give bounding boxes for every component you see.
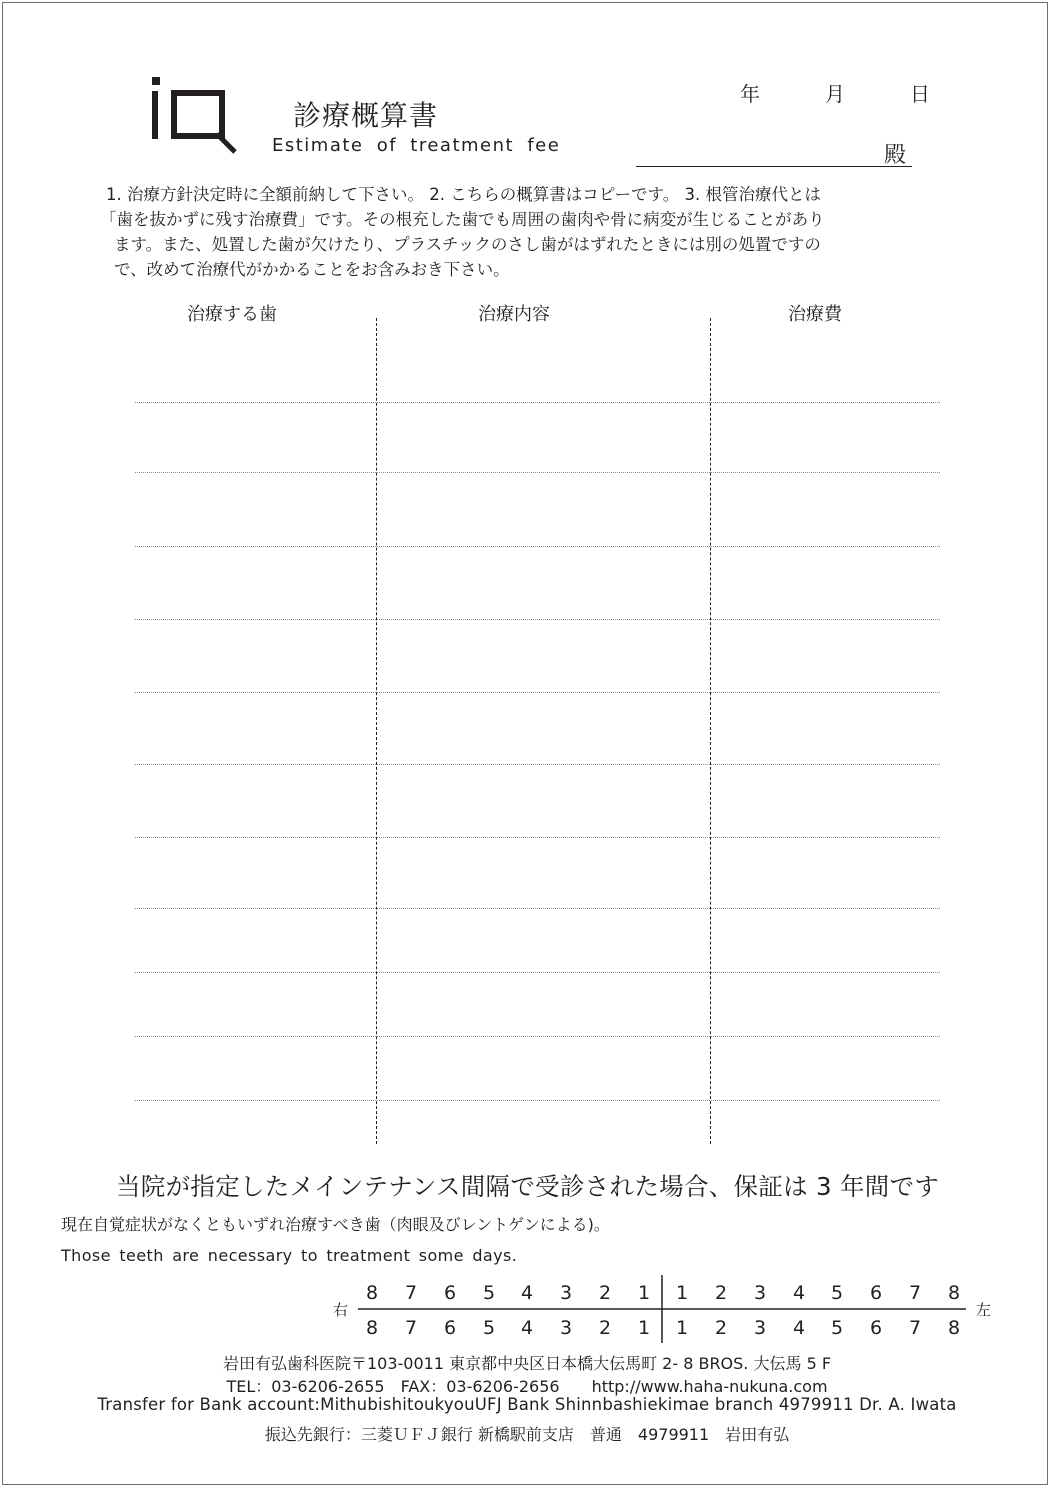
- table-row-line: [135, 1100, 940, 1101]
- tooth-number: 8: [365, 1317, 379, 1339]
- tooth-number: 7: [404, 1317, 418, 1339]
- symptom-note-en: Those teeth are necessary to treatment some days.: [61, 1246, 518, 1265]
- tooth-number: 2: [714, 1282, 728, 1304]
- column-header-treatment: 治療内容: [478, 304, 550, 325]
- tooth-number: 1: [637, 1282, 651, 1304]
- tooth-chart-left-label: 左: [976, 1301, 992, 1319]
- tooth-number: 4: [792, 1282, 806, 1304]
- warranty-statement: 当院が指定したメインテナンス間隔で受診された場合、保証は 3 年間です: [116, 1172, 940, 1201]
- table-row-line: [135, 402, 940, 403]
- tooth-number: 6: [869, 1282, 883, 1304]
- table-row-line: [135, 837, 940, 838]
- tooth-number: 6: [443, 1317, 457, 1339]
- column-header-fee: 治療費: [788, 304, 842, 325]
- tooth-number: 4: [792, 1317, 806, 1339]
- tooth-number: 6: [443, 1282, 457, 1304]
- tooth-number: 7: [908, 1317, 922, 1339]
- tooth-number: 3: [753, 1317, 767, 1339]
- column-divider: [376, 318, 377, 1144]
- table-row-line: [135, 619, 940, 620]
- table-row-line: [135, 472, 940, 473]
- tooth-number: 2: [598, 1282, 612, 1304]
- tooth-number: 5: [482, 1282, 496, 1304]
- clinic-address: 岩田有弘歯科医院〒103-0011 東京都中央区日本橋大伝馬町 2- 8 BROS. 大伝馬 5 F: [222, 1354, 832, 1373]
- column-header-teeth: 治療する歯: [187, 304, 277, 325]
- note-line: 1. 治療方針決定時に全額前納して下さい。 2. こちらの概算書はコピーです。 3. 根管治療代とは: [106, 185, 821, 204]
- table-row-line: [135, 1036, 940, 1037]
- clinic-contact: TEL：03-6206-2655 FAX：03-6206-2656 http://www.haha-nukuna.com: [226, 1377, 828, 1396]
- tooth-number: 8: [947, 1282, 961, 1304]
- tooth-number: 3: [559, 1317, 573, 1339]
- table-row-line: [135, 972, 940, 973]
- table-row-line: [135, 546, 940, 547]
- tooth-chart-right-label: 右: [333, 1301, 349, 1319]
- date-day-label: 日: [910, 82, 930, 106]
- tooth-number: 1: [675, 1282, 689, 1304]
- table-row-line: [135, 908, 940, 909]
- addressee-field[interactable]: [636, 166, 912, 167]
- tooth-number: 4: [520, 1317, 534, 1339]
- note-line: で、改めて治療代がかかることをお含みおき下さい。: [114, 260, 510, 279]
- addressee-honorific: 殿: [884, 143, 907, 168]
- table-row-line: [135, 764, 940, 765]
- tooth-number: 3: [559, 1282, 573, 1304]
- tooth-number: 4: [520, 1282, 534, 1304]
- table-row-line: [135, 692, 940, 693]
- document-subtitle: Estimate of treatment fee: [272, 135, 561, 156]
- tooth-number: 2: [598, 1317, 612, 1339]
- tooth-number: 8: [365, 1282, 379, 1304]
- note-line: ます。また、処置した歯が欠けたり、プラスチックのさし歯がはずれたときには別の処置ですの: [114, 235, 821, 254]
- tooth-number: 5: [830, 1282, 844, 1304]
- tooth-number: 8: [947, 1317, 961, 1339]
- column-divider: [710, 318, 711, 1144]
- tooth-number: 3: [753, 1282, 767, 1304]
- tooth-number: 5: [830, 1317, 844, 1339]
- date-year-label: 年: [740, 82, 760, 106]
- tooth-number: 1: [675, 1317, 689, 1339]
- bank-transfer-en: Transfer for Bank account:MithubishitoukyouUFJ Bank Shinnbashiekimae branch 4979911 Dr. A. Iwata: [97, 1395, 957, 1414]
- document-title: 診療概算書: [293, 99, 439, 132]
- tooth-number: 2: [714, 1317, 728, 1339]
- bank-transfer-jp: 振込先銀行：三菱ＵＦＪ銀行 新橋駅前支店 普通 4979911 岩田有弘: [264, 1425, 790, 1444]
- tooth-number: 5: [482, 1317, 496, 1339]
- payment-notes: [100, 182, 825, 282]
- clinic-logo: [148, 74, 240, 156]
- tooth-number: 6: [869, 1317, 883, 1339]
- tooth-number: 7: [908, 1282, 922, 1304]
- tooth-number: 7: [404, 1282, 418, 1304]
- date-month-label: 月: [825, 82, 845, 106]
- symptom-note-jp: 現在自覚症状がなくともいずれ治療すべき歯（肉眼及びレントゲンによる)。: [61, 1215, 610, 1234]
- note-line: 「歯を抜かずに残す治療費」です。その根充した歯でも周囲の歯肉や骨に病変が生じることがあり: [100, 210, 825, 229]
- tooth-number: 1: [637, 1317, 651, 1339]
- tooth-chart: [330, 1275, 1000, 1347]
